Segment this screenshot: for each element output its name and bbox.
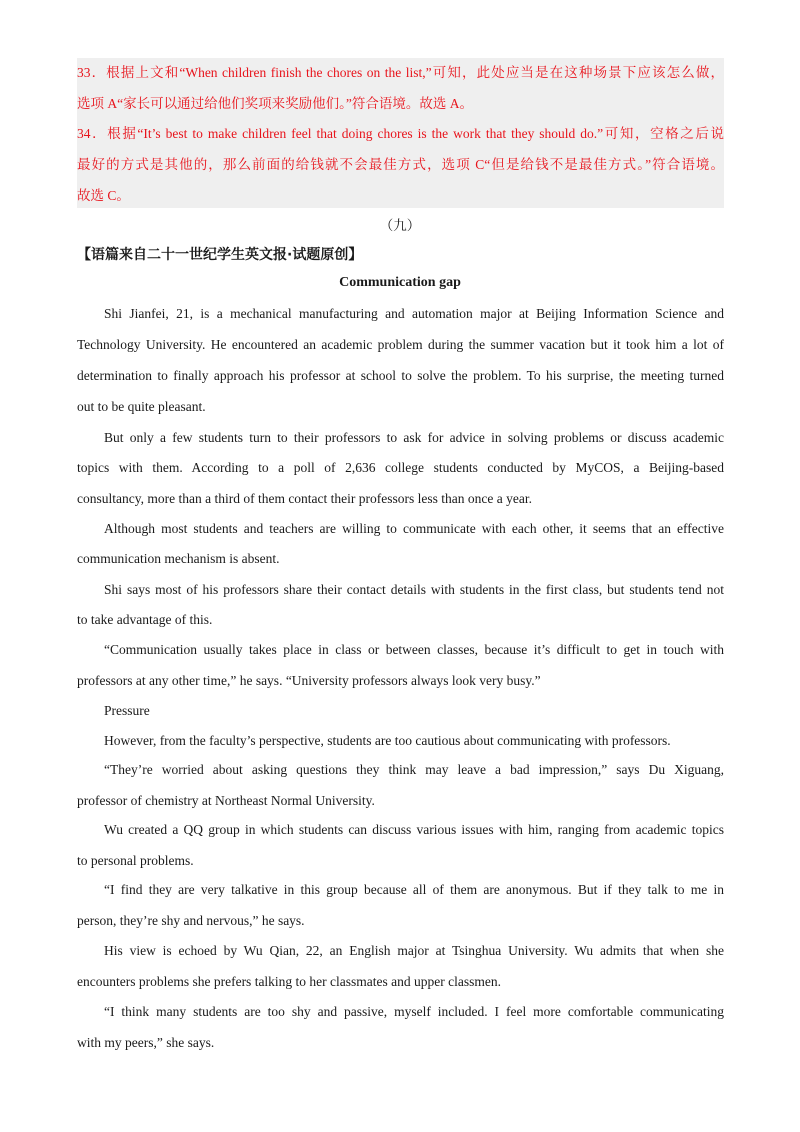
text-line: “I find they are very talkative in this group because all of them are anonymous. But if they talk to me in [104,882,724,897]
text-line: Technology University. He encountered an academic problem during the summer vacation but it took him a lot of [77,337,724,352]
text-line: topics with them. According to a poll of 2,636 college students conducted by MyCOS, a Beijing-based [77,460,724,475]
text-line: consultancy, more than a third of them contact their professors less than once a year. [77,491,532,506]
text-line: to personal problems. [77,853,194,868]
text-line: to take advantage of this. [77,612,213,627]
text-line: “They’re worried about asking questions they think may leave a bad impression,” says Du Xiguang, [104,762,724,777]
text-line: Although most students and teachers are willing to communicate with each other, it seems that an effective [104,521,724,536]
text-line: person, they’re shy and nervous,” he says. [77,913,305,928]
text-line: with my peers,” she says. [77,1035,215,1050]
text-line: Shi Jianfei, 21, is a mechanical manufacturing and automation major at Beijing Information Science and [104,306,724,321]
text-line: Shi says most of his professors share their contact details with students in the first class, but students tend not [104,582,724,597]
passage-source: 【语篇来自二十一世纪学生英文报·试题原创】 [77,247,363,263]
text-line: determination to finally approach his professor at school to solve the problem. To his surprise, the meeting turned [77,368,724,383]
answer-line: 34．根据“It’s best to make children feel that doing chores is the work that they should do.”可知，空格之后说 [77,126,724,141]
subheading: Pressure [104,703,150,718]
answer-line: 选项 A“家长可以通过给他们奖项来奖励他们。”符合语境。故选 A。 [77,96,473,111]
section-number: （九） [379,218,421,233]
answer-line: 33．根据上文和“When children finish the chores on the list,”可知，此处应当是在这种场景下应该怎么做， [77,65,724,80]
text-line: professor of chemistry at Northeast Normal University. [77,793,375,808]
passage-title: Communication gap [339,275,461,290]
text-line: professors at any other time,” he says. “University professors always look very busy.” [77,673,541,688]
text-line: “Communication usually takes place in class or between classes, because it’s difficult to get in touch with [104,642,724,657]
text-line: His view is echoed by Wu Qian, 22, an English major at Tsinghua University. Wu admits that when she [104,943,724,958]
text-line: But only a few students turn to their professors to ask for advice in solving problems or discuss academic [104,430,724,445]
answer-line: 故选 C。 [77,188,130,203]
text-line: communication mechanism is absent. [77,551,280,566]
answer-line: 最好的方式是其他的，那么前面的给钱就不会最佳方式，选项 C“但是给钱不是最佳方式。”符合语境。 [77,157,724,172]
text-line: “I think many students are too shy and passive, myself included. I feel more comfortable communicating [104,1004,724,1019]
text-line: Wu created a QQ group in which students can discuss various issues with him, ranging from academic topics [104,822,724,837]
text-line: out to be quite pleasant. [77,399,206,414]
text-line: encounters problems she prefers talking to her classmates and upper classmen. [77,974,501,989]
text-line: However, from the faculty’s perspective, students are too cautious about communicating with professors. [104,733,671,748]
